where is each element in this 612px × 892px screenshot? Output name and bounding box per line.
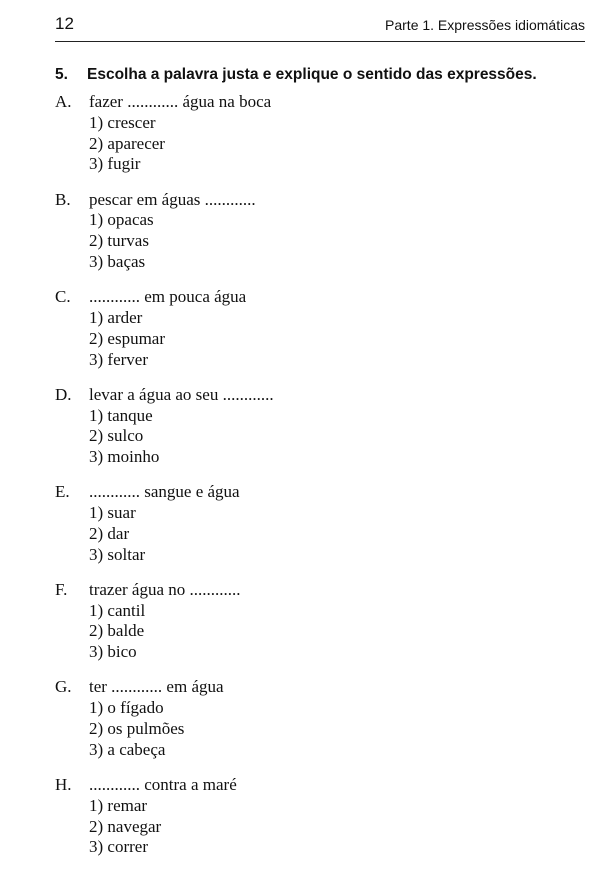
option-list <box>55 308 595 370</box>
option-item: 3) ferver <box>89 349 148 369</box>
question-prompt-line <box>55 190 595 211</box>
question-prompt: ............ em pouca água <box>89 287 247 307</box>
question-letter: G. <box>55 677 72 697</box>
option-item: 1) arder <box>89 307 143 327</box>
question-prompt-line <box>55 92 595 113</box>
option-list <box>55 503 595 565</box>
page-header <box>55 14 585 36</box>
question-prompt-line <box>55 580 595 601</box>
option-item: 1) remar <box>89 795 148 815</box>
question-prompt-line <box>55 482 595 503</box>
question-item <box>55 482 595 565</box>
question-item <box>55 775 595 858</box>
exercise-instruction <box>55 64 595 86</box>
question-letter: E. <box>55 482 70 502</box>
option-item: 3) soltar <box>89 544 146 564</box>
option-item: 1) cantil <box>89 600 146 620</box>
option-item: 2) os pulmões <box>89 719 185 739</box>
question-prompt: pescar em águas ............ <box>89 189 256 209</box>
question-prompt: trazer água no ............ <box>89 579 241 599</box>
option-item: 2) aparecer <box>89 133 165 153</box>
option-item: 1) suar <box>89 503 136 523</box>
option-item: 1) tanque <box>89 405 153 425</box>
question-prompt: ............ contra a maré <box>89 775 237 795</box>
option-list <box>55 796 595 858</box>
option-item: 3) fugir <box>89 154 141 174</box>
header-divider <box>55 41 585 42</box>
option-item: 3) bico <box>89 642 137 662</box>
option-item: 1) crescer <box>89 112 156 132</box>
exercise-instruction-text: Escolha a palavra justa e explique o sentido das expressões. <box>87 66 537 83</box>
question-letter: F. <box>55 579 68 599</box>
option-item: 3) correr <box>89 837 148 857</box>
option-item: 2) balde <box>89 621 145 641</box>
question-letter: H. <box>55 775 72 795</box>
option-list <box>55 601 595 663</box>
exercise-number: 5. <box>55 66 68 83</box>
question-letter: C. <box>55 287 71 307</box>
question-item <box>55 385 595 468</box>
option-list <box>55 210 595 272</box>
question-letter: D. <box>55 384 72 404</box>
question-prompt: ter ............ em água <box>89 677 224 697</box>
option-item: 1) o fígado <box>89 698 164 718</box>
option-item: 3) moinho <box>89 447 160 467</box>
option-list <box>55 698 595 760</box>
question-prompt-line <box>55 385 595 406</box>
option-item: 2) dar <box>89 523 130 543</box>
option-item: 2) turvas <box>89 231 149 251</box>
question-item <box>55 677 595 760</box>
question-prompt-line <box>55 775 595 796</box>
question-prompt: ............ sangue e água <box>89 482 240 502</box>
question-list <box>55 92 595 873</box>
running-head: Parte 1. Expressões idiomáticas <box>385 17 585 33</box>
question-item <box>55 92 595 175</box>
option-item: 2) espumar <box>89 328 166 348</box>
question-letter: A. <box>55 92 72 111</box>
question-prompt: levar a água ao seu ............ <box>89 384 274 404</box>
question-prompt: fazer ............ água na boca <box>89 92 272 111</box>
option-item: 2) navegar <box>89 816 162 836</box>
question-item <box>55 287 595 370</box>
option-item: 1) opacas <box>89 210 154 230</box>
question-letter: B. <box>55 189 71 209</box>
question-prompt-line <box>55 677 595 698</box>
question-item <box>55 190 595 273</box>
question-prompt-line <box>55 287 595 308</box>
question-item <box>55 580 595 663</box>
option-item: 3) baças <box>89 251 146 271</box>
page-number: 12 <box>55 14 74 33</box>
option-list <box>55 113 595 175</box>
option-item: 2) sulco <box>89 426 144 446</box>
option-item: 3) a cabeça <box>89 739 166 759</box>
option-list <box>55 406 595 468</box>
